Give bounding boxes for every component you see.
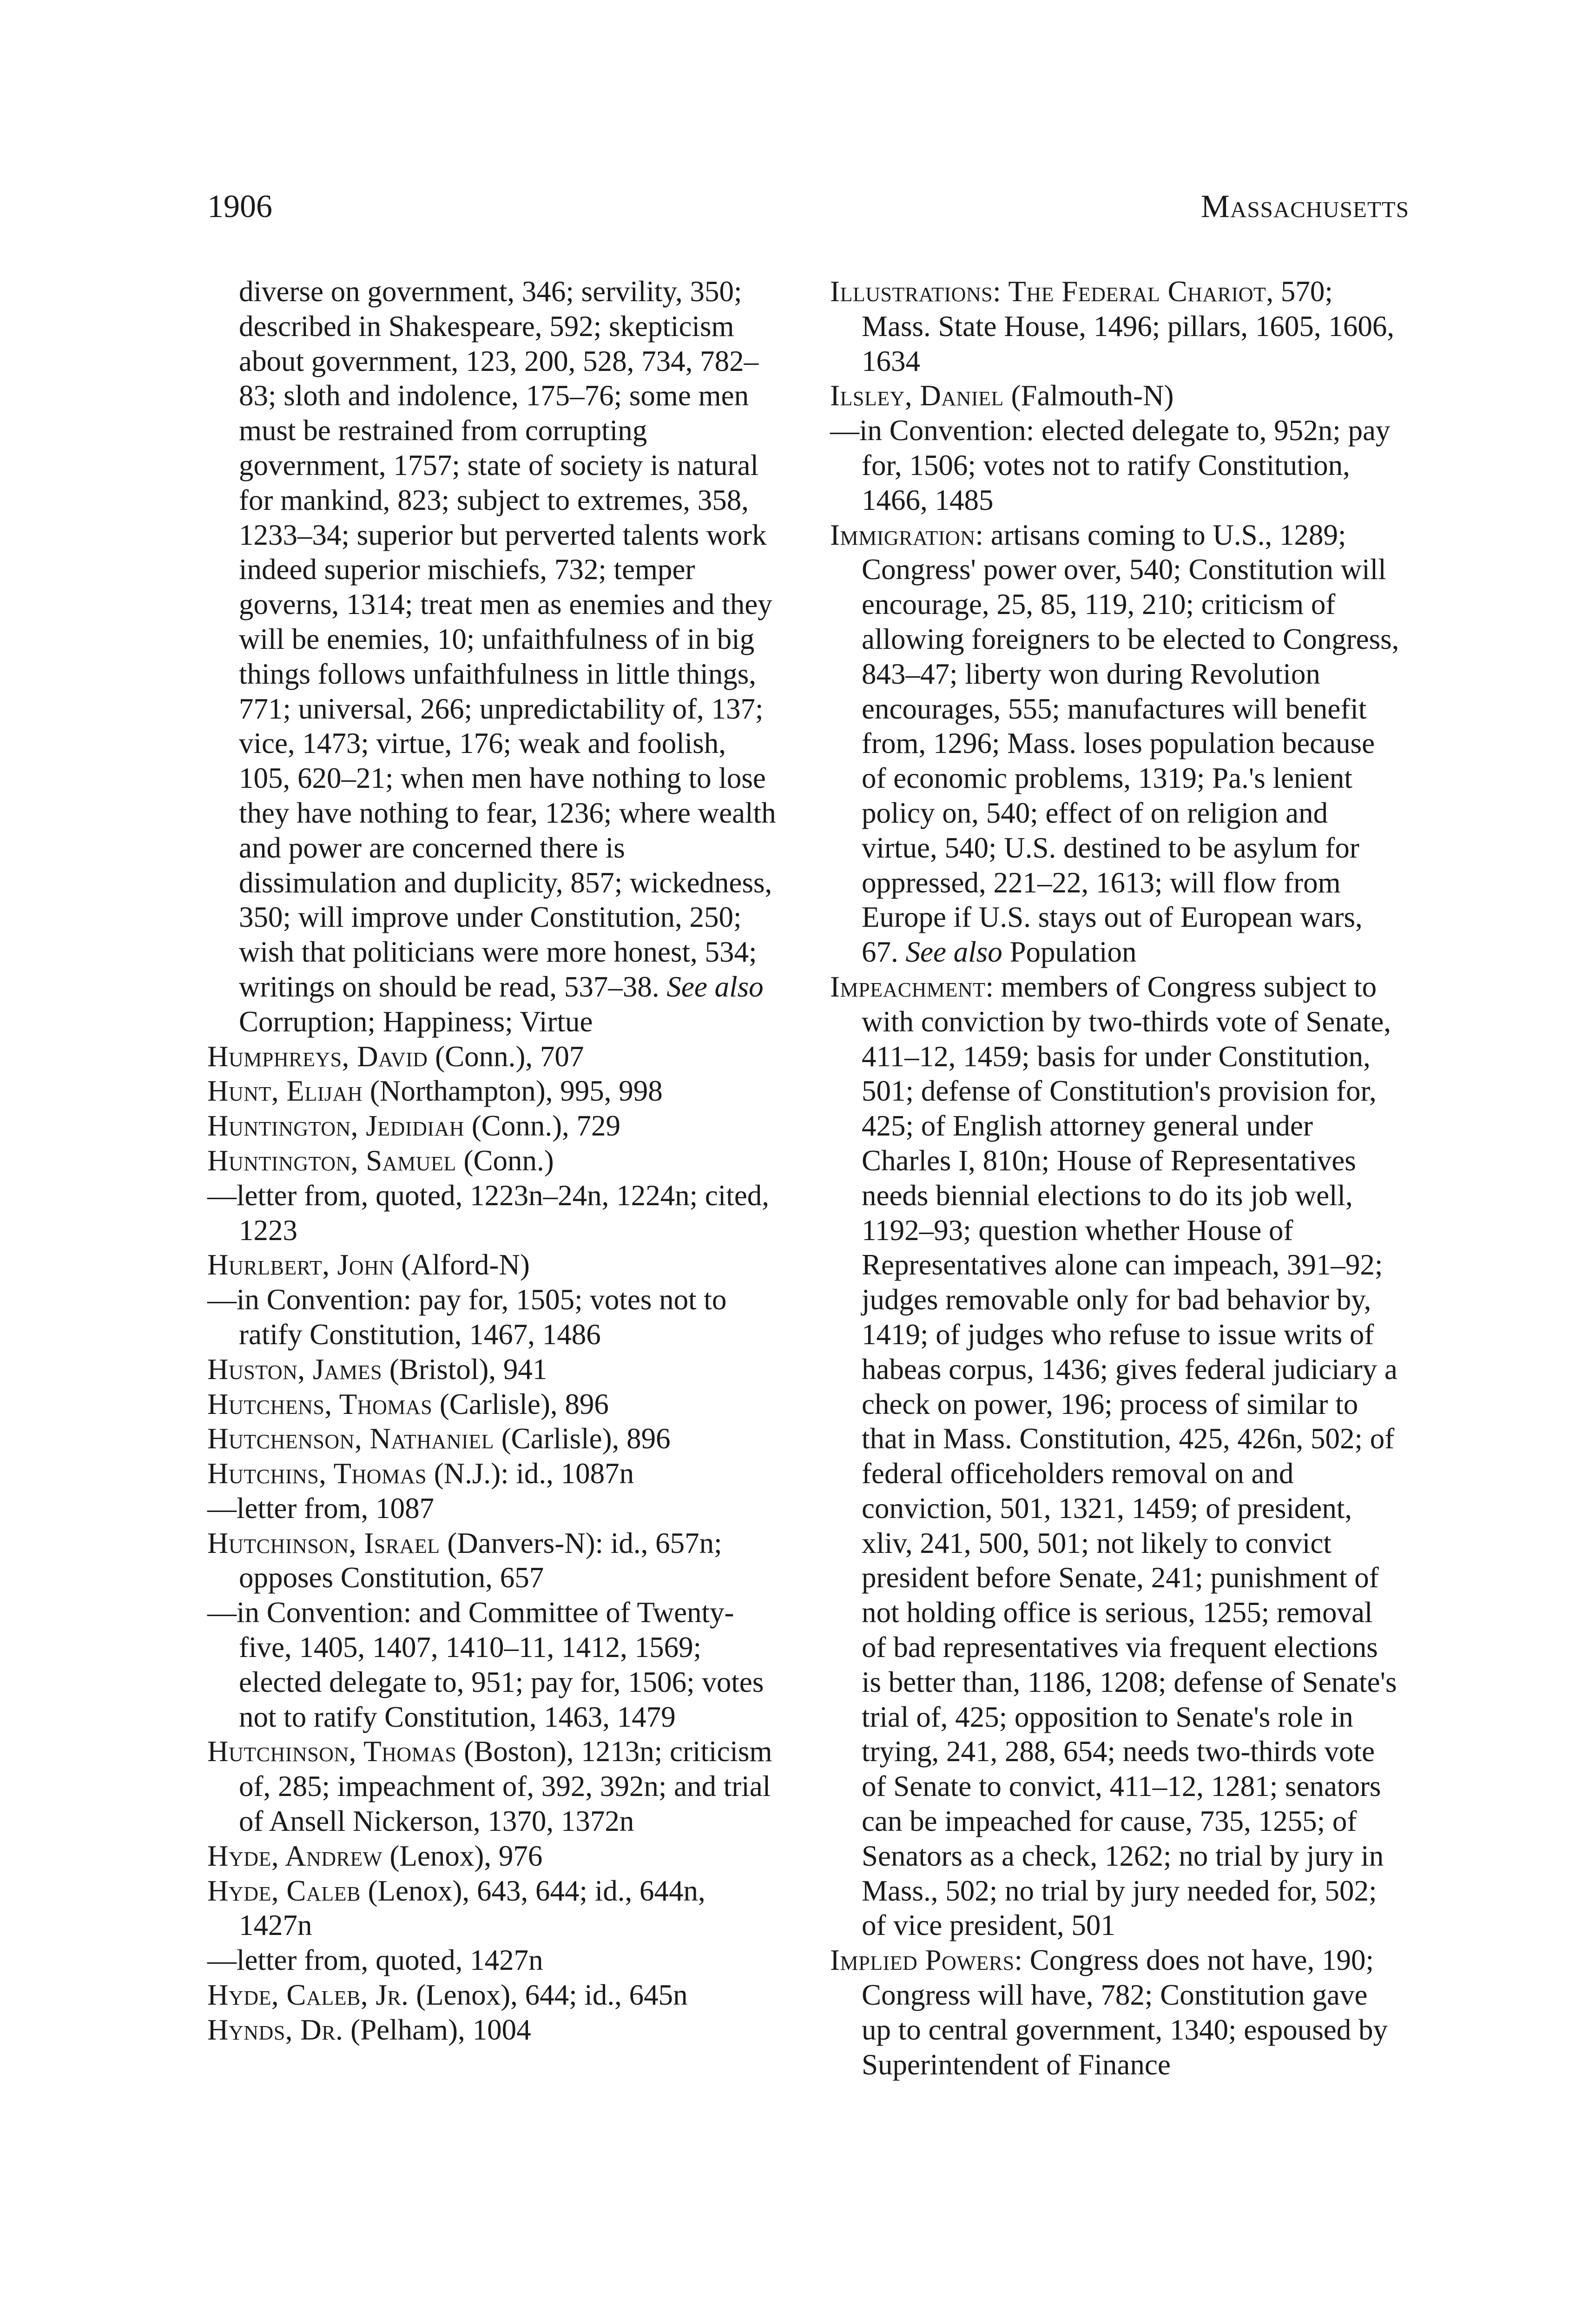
left-column — [207, 274, 778, 2047]
entry-text: (Falmouth-N) — [1003, 379, 1174, 412]
right-column — [830, 274, 1401, 2082]
entry-text: (Lenox), 976 — [382, 1839, 543, 1872]
index-entry — [207, 1526, 778, 1596]
index-entry — [207, 1874, 778, 1943]
entry-heading: Hynds, Dr. — [207, 2013, 343, 2046]
entry-heading: Huston, James — [207, 1353, 382, 1386]
index-entry — [207, 1352, 778, 1387]
entry-heading: Hyde, Andrew — [207, 1839, 382, 1872]
entry-text: : artisans coming to U.S., 1289; Congress' power over, 540; Constitution will encourage, 25, 85, 119, 210; criticism of allowing foreigners to be elected to Congress, 843–47; liberty won during Revolution encourages, 555; manufactures will benefit from, 1296; Mass. loses population because of economic problems, 1319; Pa.'s lenient policy on, 540; effect of on religion and virtue, 540; U.S. destined to be asylum for oppressed, 221–22, 1613; will flow from Europe if U.S. stays out of European wars, 67. — [862, 518, 1399, 969]
entry-text: : — [993, 275, 1009, 308]
entry-text: —in Convention: pay for, 1505; votes not to ratify Constitution, 1467, 1486 — [207, 1283, 727, 1351]
entry-heading: Immigration — [830, 518, 976, 551]
entry-text: (Carlisle), 896 — [432, 1387, 609, 1420]
entry-text: —in Convention: elected delegate to, 952n; pay for, 1506; votes not to ratify Constitution, 1466, 1485 — [830, 414, 1391, 516]
index-entry — [207, 1282, 778, 1352]
entry-text: (Northampton), 995, 998 — [363, 1075, 663, 1108]
index-entry — [207, 1839, 778, 1874]
index-entry — [207, 1387, 778, 1422]
index-entry — [207, 1491, 778, 1526]
entry-text: —in Convention: and Committee of Twenty-five, 1405, 1407, 1410–11, 1412, 1569; elected delegate to, 951; pay for, 1506; votes not to ratify Constitution, 1463, 1479 — [207, 1596, 764, 1733]
see-also-refs: Population — [1002, 936, 1137, 969]
index-entry — [207, 1734, 778, 1838]
page-header — [207, 188, 1409, 239]
entry-text: : Congress does not have, 190; Congress will have, 782; Constitution gave up to central government, 1340; espoused by Superintendent of Finance — [862, 1944, 1388, 2081]
index-entry — [207, 274, 778, 1039]
index-entry — [207, 1248, 778, 1282]
entry-heading: Implied Powers — [830, 1944, 1015, 1977]
entry-text: (Danvers-N): id., 657n; opposes Constitution, 657 — [239, 1526, 722, 1594]
entry-heading: Hutchinson, Thomas — [207, 1735, 457, 1768]
entry-heading: Hyde, Caleb — [207, 1874, 361, 1907]
entry-text: diverse on government, 346; servility, 350; described in Shakespeare, 592; skepticism about government, 123, 200, 528, 734, 782–83; sloth and indolence, 175–76; some men must be restrained from corrupting government, 1757; state of society is natural for mankind, 823; subject to extremes, 358, 1233–34; superior but perverted talents work indeed superior mischiefs, 732; temper governs, 1314; treat men as enemies and they will be enemies, 10; unfaithfulness of in big things follows unfaithfulness in little things, 771; universal, 266; unpredictability of, 137; vice, 1473; virtue, 176; weak and foolish, 105, 620–21; when men have nothing to lose they have nothing to fear, 1236; where wealth and power are concerned there is dissimulation and duplicity, 857; wickedness, 350; will improve under Constitution, 250; wish that politicians were more honest, 534; writings on should be read, 537–38. — [239, 275, 776, 1003]
index-entry — [830, 274, 1401, 378]
entry-heading: Humphreys, David — [207, 1040, 428, 1073]
index-entry — [207, 1178, 778, 1248]
see-also-refs: Corruption; Happiness; Virtue — [239, 1005, 593, 1038]
entry-heading: Huntington, Jedidiah — [207, 1109, 465, 1142]
index-entry — [207, 1978, 778, 2013]
entry-text: (Lenox), 643, 644; id., 644n, 1427n — [239, 1874, 705, 1942]
entry-text: (Bristol), 941 — [382, 1353, 547, 1386]
entry-text: (Lenox), 644; id., 645n — [409, 1979, 688, 2012]
entry-text: (Conn.), 707 — [428, 1040, 584, 1073]
entry-heading: Ilsley, Daniel — [830, 379, 1004, 412]
entry-heading: Hyde, Caleb, Jr. — [207, 1979, 409, 2012]
index-entry — [830, 413, 1401, 517]
see-also-label: See also — [905, 936, 1002, 969]
entry-heading-secondary: The Federal Chariot — [1008, 275, 1266, 308]
running-head: Massachusetts — [1200, 189, 1409, 224]
entry-text: , 570; Mass. State House, 1496; pillars, 1605, 1606, 1634 — [862, 275, 1395, 377]
entry-heading: Hurlbert, John — [207, 1248, 394, 1281]
index-entry — [207, 2013, 778, 2047]
page-number: 1906 — [207, 189, 272, 224]
entry-heading: Hutchens, Thomas — [207, 1387, 433, 1420]
index-entry — [207, 1456, 778, 1491]
entry-heading: Hutchinson, Israel — [207, 1526, 440, 1559]
entry-text: —letter from, quoted, 1223n–24n, 1224n; cited, 1223 — [207, 1179, 770, 1247]
entry-text: : members of Congress subject to with conviction by two-thirds vote of Senate, 411–12, 1459; basis for under Constitution, 501; defense of Constitution's provision for, 425; of English attorney general under Charles I, 810n; House of Representatives needs biennial elections to do its job well, 1192–93; question whether House of Representatives alone can impeach, 391–92; judges removable only for bad behavior by, 1419; of judges who refuse to issue writs of habeas corpus, 1436; gives federal judiciary a check on power, 196; process of similar to that in Mass. Constitution, 425, 426n, 502; of federal officeholders removal on and conviction, 501, 1321, 1459; of president, xliv, 241, 500, 501; not likely to convict president before Senate, 241; punishment of not holding office is serious, 1255; removal of bad representatives via frequent elections is better than, 1186, 1208; defense of Senate's trial of, 425; opposition to Senate's role in trying, 241, 288, 654; needs two-thirds vote of Senate to convict, 411–12, 1281; senators can be impeached for cause, 735, 1255; of Senators as a check, 1262; no trial by jury in Mass., 502; no trial by jury needed for, 502; of vice president, 501 — [862, 970, 1397, 1942]
index-entry — [207, 1109, 778, 1143]
entry-text: (N.J.): id., 1087n — [426, 1457, 634, 1490]
entry-heading: Impeachment — [830, 970, 986, 1003]
index-entry — [207, 1074, 778, 1109]
entry-text: —letter from, 1087 — [207, 1492, 435, 1525]
entry-heading: Hutchenson, Nathaniel — [207, 1422, 494, 1455]
index-entry — [207, 1039, 778, 1074]
see-also-label: See also — [666, 970, 764, 1003]
entry-text: (Carlisle), 896 — [494, 1422, 671, 1455]
entry-text: (Conn.), 729 — [464, 1109, 621, 1142]
index-entry — [207, 1595, 778, 1734]
entry-heading: Hunt, Elijah — [207, 1075, 363, 1108]
index-entry — [830, 378, 1401, 413]
entry-heading: Illustrations — [830, 275, 993, 308]
entry-text: (Alford-N) — [394, 1248, 530, 1281]
entry-heading: Huntington, Samuel — [207, 1144, 456, 1177]
index-entry — [830, 1943, 1401, 2082]
entry-text: —letter from, quoted, 1427n — [207, 1944, 543, 1977]
index-entry — [207, 1421, 778, 1456]
entry-heading: Hutchins, Thomas — [207, 1457, 427, 1490]
index-entry — [207, 1943, 778, 1978]
entry-text: (Boston), 1213n; criticism of, 285; impeachment of, 392, 392n; and trial of Ansell Nickerson, 1370, 1372n — [239, 1735, 772, 1838]
index-entry — [207, 1143, 778, 1178]
entry-text: (Conn.) — [456, 1144, 554, 1177]
index-entry — [830, 518, 1401, 970]
entry-text: (Pelham), 1004 — [343, 2013, 531, 2046]
index-entry — [830, 970, 1401, 1943]
